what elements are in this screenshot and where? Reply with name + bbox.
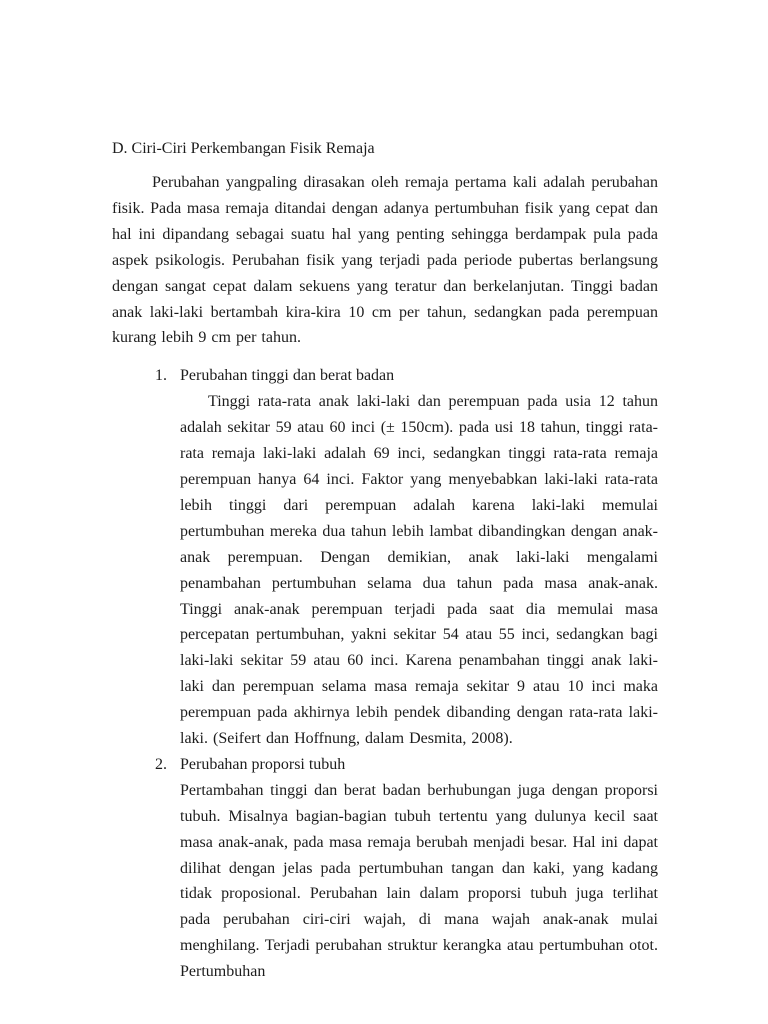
numbered-list [112, 363, 658, 985]
text-block [112, 136, 658, 985]
list-item-number: 1. [155, 367, 167, 385]
intro-paragraph: Perubahan yangpaling dirasakan oleh remaja pertama kali adalah perubahan fisik. Pada masa remaja ditandai dengan adanya pertumbuhan fisik yang cepat dan hal ini dipandang sebagai suatu hal yang penting sehingga berdampak pula pada aspek psikologis. Perubahan fisik yang terjadi pada periode pubertas berlangsung dengan sangat cepat dalam sekuens yang teratur dan berkelanjutan. Tinggi badan anak laki-laki bertambah kira-kira 10 cm per tahun, sedangkan pada perempuan kurang lebih 9 cm per tahun. [112, 174, 658, 347]
section-heading: D. Ciri-Ciri Perkembangan Fisik Remaja [112, 140, 375, 157]
list-item-content [180, 363, 658, 752]
list-item-body: Tinggi rata-rata anak laki-laki dan perempuan pada usia 12 tahun adalah sekitar 59 atau 60 inci (± 150cm). pada usi 18 tahun, tinggi rata-rata remaja laki-laki adalah 69 inci, sedangkan tinggi rata-rata remaja perempuan hanya 64 inci. Faktor yang menyebabkan laki-laki rata-rata lebih tinggi dari perempuan adalah karena laki-laki memulai pertumbuhan mereka dua tahun lebih lambat dibandingkan dengan anak-anak perempuan. Dengan demikian, anak laki-laki mengalami penambahan pertumbuhan selama dua tahun pada masa anak-anak. Tinggi anak-anak perempuan terjadi pada saat dia memulai masa percepatan pertumbuhan, yakni sekitar 54 atau 55 inci, sedangkan bagi laki-laki sekitar 59 atau 60 inci. Karena penambahan tinggi anak laki-laki dan perempuan selama masa remaja sekitar 9 atau 10 inci maka perempuan pada akhirnya lebih pendek dibanding dengan rata-rata laki-laki. (Seifert dan Hoffnung, dalam Desmita, 2008). [180, 393, 658, 748]
list-item-number: 2. [155, 755, 167, 773]
list-item-content [180, 752, 658, 985]
list-item [112, 363, 658, 752]
list-item [112, 752, 658, 985]
list-item-title: Perubahan tinggi dan berat badan [180, 367, 395, 385]
list-item-title: Perubahan proporsi tubuh [180, 755, 346, 773]
list-item-body: Pertambahan tinggi dan berat badan berhubungan juga dengan proporsi tubuh. Misalnya bagian-bagian tubuh tertentu yang dulunya kecil saat masa anak-anak, pada masa remaja berubah menjadi besar. Hal ini dapat dilihat dengan jelas pada pertumbuhan tangan dan kaki, yang kadang tidak proposional. Perubahan lain dalam proporsi tubuh juga terlihat pada perubahan ciri-ciri wajah, di mana wajah anak-anak mulai menghilang. Terjadi perubahan struktur kerangka atau pertumbuhan otot. Pertumbuhan [180, 781, 658, 981]
